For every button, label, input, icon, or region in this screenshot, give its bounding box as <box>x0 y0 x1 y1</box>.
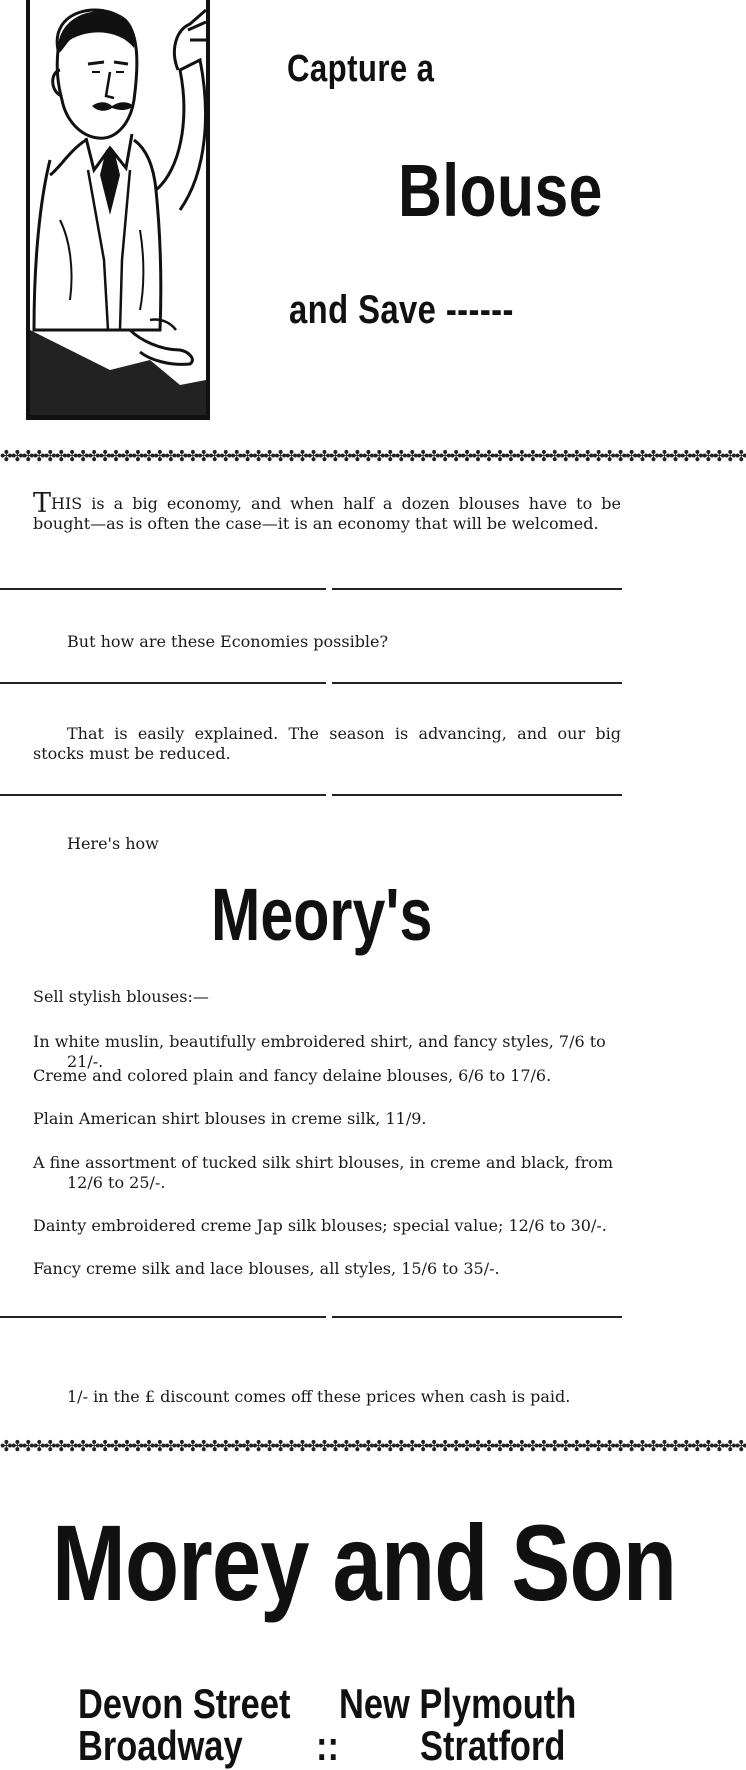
explanation-text: That is easily explained. The season is advancing, and our big stocks must be reduced. <box>33 724 621 763</box>
divider-rule <box>0 794 622 797</box>
headline-blouse: Blouse <box>398 149 603 232</box>
man-pointing-drawing <box>30 0 206 415</box>
heres-how-text: Here's how <box>67 834 159 853</box>
divider-rule <box>0 682 622 685</box>
price-list-item: In white muslin, beautifully embroidered shirt, and fancy styles, 7/6 to 21/-. <box>33 1032 606 1071</box>
man-pointing-illustration <box>26 0 210 420</box>
address-street: Devon Street <box>78 1680 291 1727</box>
divider-rule <box>0 1316 622 1319</box>
ornamental-border-top: ✤✤✤✤✤✤✤✤✤✤✤✤✤✤✤✤✤✤✤✤✤✤✤✤✤✤✤✤✤✤✤✤✤✤✤✤✤✤✤✤✤✤✤✤✤✤✤✤✤✤✤✤✤✤✤✤✤✤✤✤✤✤✤✤✤✤✤✤ <box>0 447 746 465</box>
ornamental-border-bottom: ✤✤✤✤✤✤✤✤✤✤✤✤✤✤✤✤✤✤✤✤✤✤✤✤✤✤✤✤✤✤✤✤✤✤✤✤✤✤✤✤✤✤✤✤✤✤✤✤✤✤✤✤✤✤✤✤✤✤✤✤✤✤✤✤✤✤✤✤ <box>0 1437 746 1455</box>
price-list-item: Dainty embroidered creme Jap silk blouses; special value; 12/6 to 30/-. <box>33 1216 607 1235</box>
address-separator: :: <box>316 1722 339 1769</box>
address-street-2: Broadway <box>78 1722 243 1769</box>
price-list-item: Plain American shirt blouses in creme silk, 11/9. <box>33 1109 427 1128</box>
store-name-heading: Meory's <box>211 873 433 956</box>
question-text: But how are these Economies possible? <box>67 632 389 651</box>
price-list-item: Fancy creme silk and lace blouses, all styles, 15/6 to 35/-. <box>33 1259 500 1278</box>
firm-name: Morey and Son <box>52 1502 677 1623</box>
price-list-item: Creme and colored plain and fancy delaine blouses, 6/6 to 17/6. <box>33 1066 552 1085</box>
drop-cap: T <box>33 488 52 519</box>
intro-paragraph <box>33 488 621 534</box>
intro-text: HIS is a big economy, and when half a dozen blouses have to be bought—as is often the case—it is an economy that will be welcomed. <box>33 494 621 533</box>
headline-line-3: and Save ------ <box>289 288 514 332</box>
headline-line-1: Capture a <box>287 48 435 90</box>
discount-text: 1/- in the £ discount comes off these prices when cash is paid. <box>67 1387 571 1406</box>
sell-intro-text: Sell stylish blouses:— <box>33 987 209 1006</box>
price-list-item: A fine assortment of tucked silk shirt blouses, in creme and black, from 12/6 to 25/-. <box>33 1153 614 1192</box>
divider-rule <box>0 588 622 591</box>
address-town-2: Stratford <box>420 1722 566 1769</box>
address-town: New Plymouth <box>339 1680 577 1727</box>
